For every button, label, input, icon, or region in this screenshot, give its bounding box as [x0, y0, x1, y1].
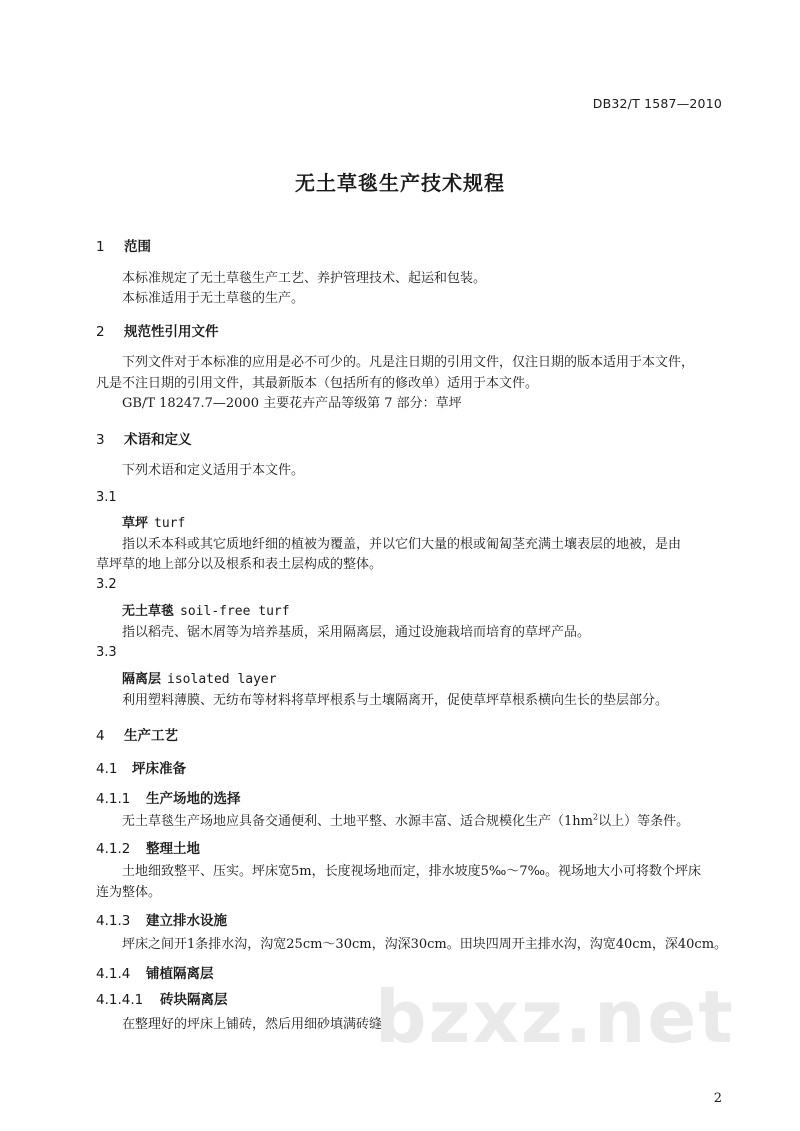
paragraph: 本标准规定了无土草毯生产工艺、养护管理技术、起运和包装。 — [122, 271, 487, 286]
section-number: 4 — [96, 728, 105, 744]
paragraph: 本标准适用于无土草毯的生产。 — [122, 291, 305, 306]
text-run: 无土草毯生产场地应具备交通便利、土地平整、水源丰富、适合规模化生产（1hm — [122, 814, 593, 829]
term-zh: 无土草毯 — [122, 604, 175, 619]
subsection-4-1-2-heading — [96, 837, 200, 857]
section-title: 规范性引用文件 — [124, 324, 219, 340]
term-zh: 隔离层 — [122, 672, 162, 687]
term-number: 3.2 — [96, 577, 117, 592]
paragraph: 在整理好的坪床上铺砖，然后用细砂填满砖缝。 — [122, 1017, 396, 1032]
subsection-4-1-3-heading — [96, 909, 227, 929]
watermark: bzxz.net — [375, 975, 735, 1059]
superscript: 2 — [592, 812, 599, 822]
definition: 指以禾本科或其它质地纤细的植被为覆盖，并以它们大量的根或匍匐茎充满土壤表层的地被，是由 — [122, 537, 682, 552]
paragraph: 坪床之间开1条排水沟，沟宽25cm～30cm，沟深30cm。田块四周开主排水沟，沟宽40cm，深40cm。 — [122, 937, 728, 952]
section-title: 术语和定义 — [124, 432, 192, 448]
section-title: 范围 — [124, 239, 151, 255]
section-number: 2 — [96, 324, 105, 340]
section-1-heading — [96, 235, 151, 255]
subsection-4-1-1-heading — [96, 787, 241, 807]
term-en: isolated layer — [167, 672, 277, 687]
section-4-heading — [96, 724, 178, 744]
definition: 指以稻壳、锯木屑等为培养基质，采用隔离层，通过设施栽培而培育的草坪产品。 — [122, 625, 591, 640]
term-en: soil-free turf — [180, 604, 290, 619]
section-title: 建立排水设施 — [146, 913, 227, 929]
section-number: 4.1.2 — [96, 841, 131, 857]
section-number: 3 — [96, 432, 105, 448]
text-run: 以上）等条件。 — [598, 814, 690, 829]
section-3-heading — [96, 428, 192, 448]
term-en: turf — [154, 516, 186, 531]
paragraph: 连为整体。 — [96, 885, 162, 900]
document-title: 无土草毯生产技术规程 — [295, 171, 505, 195]
standard-number: DB32/T 1587—2010 — [592, 96, 722, 111]
subsection-4-1-4-1-heading — [96, 988, 228, 1008]
term-heading — [122, 600, 290, 619]
term-number: 3.1 — [96, 490, 117, 505]
page-number: 2 — [713, 1091, 722, 1106]
section-number: 4.1.4 — [96, 966, 131, 982]
paragraph: 下列术语和定义适用于本文件。 — [122, 463, 305, 478]
reference-entry: GB/T 18247.7—2000 主要花卉产品等级第 7 部分：草坪 — [122, 396, 462, 411]
subsection-4-1-heading — [96, 757, 186, 777]
section-title: 生产工艺 — [124, 728, 178, 744]
section-number: 4.1.1 — [96, 791, 131, 807]
section-title: 铺植隔离层 — [146, 966, 214, 982]
section-2-heading — [96, 320, 219, 340]
term-heading — [122, 668, 277, 687]
section-title: 生产场地的选择 — [146, 791, 241, 807]
section-title: 坪床准备 — [132, 761, 186, 777]
section-title: 整理土地 — [146, 841, 200, 857]
term-number: 3.3 — [96, 645, 117, 660]
section-number: 4.1.3 — [96, 913, 131, 929]
definition: 利用塑料薄膜、无纺布等材料将草坪根系与土壤隔离开，促使草坪草根系横向生长的垫层部分。 — [122, 693, 669, 708]
term-heading — [122, 512, 185, 531]
paragraph: 下列文件对于本标准的应用是必不可少的。凡是注日期的引用文件，仅注日期的版本适用于本文件， — [122, 355, 695, 370]
subsection-4-1-4-heading — [96, 962, 214, 982]
definition: 草坪草的地上部分以及根系和表土层构成的整体。 — [96, 557, 383, 572]
paragraph: 土地细致整平、压实。坪床宽5m，长度视场地而定，排水坡度5‰～7‰。视场地大小可将数个坪床 — [122, 864, 702, 879]
section-number: 4.1 — [96, 761, 118, 777]
section-title: 砖块隔离层 — [160, 992, 228, 1008]
section-number: 4.1.4.1 — [96, 992, 144, 1008]
paragraph — [122, 810, 689, 829]
section-number: 1 — [96, 239, 105, 255]
term-zh: 草坪 — [122, 516, 149, 531]
paragraph: 凡是不注日期的引用文件，其最新版本（包括所有的修改单）适用于本文件。 — [96, 376, 539, 391]
